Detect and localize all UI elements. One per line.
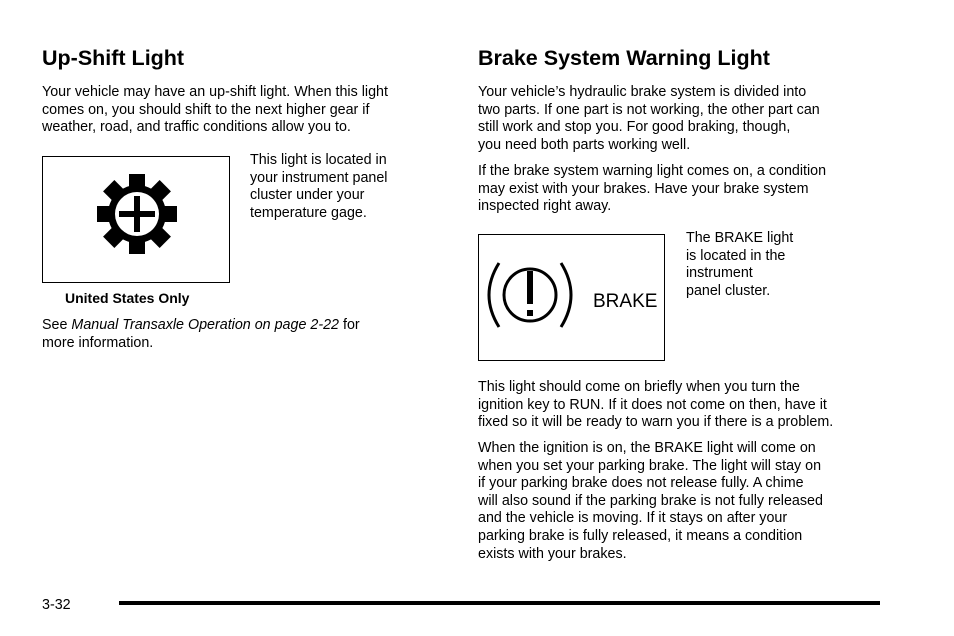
- gear-with-plus-icon: [43, 157, 228, 281]
- text-line: fixed so it will be ready to warn you if there is a problem.: [478, 414, 834, 431]
- text-line: still work and stop you. For good braking, though,: [478, 119, 791, 136]
- text-line: inspected right away.: [478, 198, 612, 215]
- text-line: instrument: [686, 265, 753, 282]
- text-line: ignition key to RUN. If it does not come on then, have it: [478, 396, 827, 413]
- text-line: temperature gage.: [250, 204, 367, 221]
- text-line: panel cluster.: [686, 282, 771, 299]
- manual-transaxle-link[interactable]: Manual Transaxle Operation on page 2-22: [71, 317, 339, 333]
- text-line: you need both parts working well.: [478, 136, 691, 153]
- brake-para-3: [478, 379, 833, 432]
- text-line: This light should come on briefly when you turn the: [478, 379, 800, 395]
- brake-para-2: [478, 163, 826, 216]
- text-line: weather, road, and traffic conditions allow you to.: [42, 119, 351, 136]
- text-line: two parts. If one part is not working, the other part can: [478, 101, 820, 118]
- page-number: 3-32: [42, 597, 71, 613]
- text-line: Your vehicle’s hydraulic brake system is divided into: [478, 84, 807, 100]
- text-line: cluster under your: [250, 187, 365, 204]
- text-line: will also sound if the parking brake is not fully released: [478, 492, 823, 509]
- text-line: comes on, you should shift to the next higher gear if: [42, 101, 370, 118]
- upshift-location-note: [250, 152, 387, 222]
- upshift-light-figure: [42, 156, 230, 283]
- see-prefix: See: [42, 317, 72, 333]
- text-line: is located in the: [686, 247, 786, 264]
- text-line: parking brake is fully released, it means a condition: [478, 527, 803, 544]
- brake-para-1: [478, 84, 820, 154]
- text-line: may exist with your brakes. Have your brake system: [478, 180, 809, 197]
- text-line: exists with your brakes.: [478, 545, 627, 562]
- brake-label: BRAKE: [593, 291, 658, 312]
- text-line: When the ignition is on, the BRAKE light will come on: [478, 440, 816, 456]
- text-line: The BRAKE light: [686, 230, 794, 246]
- text-line: more information.: [42, 334, 154, 351]
- brake-location-note: [686, 230, 793, 300]
- brake-light-figure: [478, 234, 665, 361]
- text-line: Your vehicle may have an up-shift light. When this light: [42, 84, 388, 100]
- text-line: your instrument panel: [250, 169, 388, 186]
- text-line: This light is located in: [250, 152, 387, 168]
- see-reference: [42, 317, 360, 352]
- brake-warning-icon: [479, 235, 663, 359]
- text-line: and the vehicle is moving. If it stays on after your: [478, 510, 788, 527]
- upshift-heading: Up-Shift Light: [42, 46, 185, 70]
- brake-para-4: [478, 440, 823, 563]
- see-suffix: for: [339, 317, 360, 333]
- figure-caption: United States Only: [65, 290, 190, 306]
- text-line: If the brake system warning light comes on, a condition: [478, 163, 827, 179]
- upshift-intro: [42, 84, 388, 137]
- text-line: [42, 317, 360, 335]
- brake-heading: Brake System Warning Light: [478, 46, 770, 70]
- text-line: when you set your parking brake. The light will stay on: [478, 457, 822, 474]
- text-line: if your parking brake does not release fully. A chime: [478, 475, 804, 492]
- footer-rule: [119, 601, 880, 605]
